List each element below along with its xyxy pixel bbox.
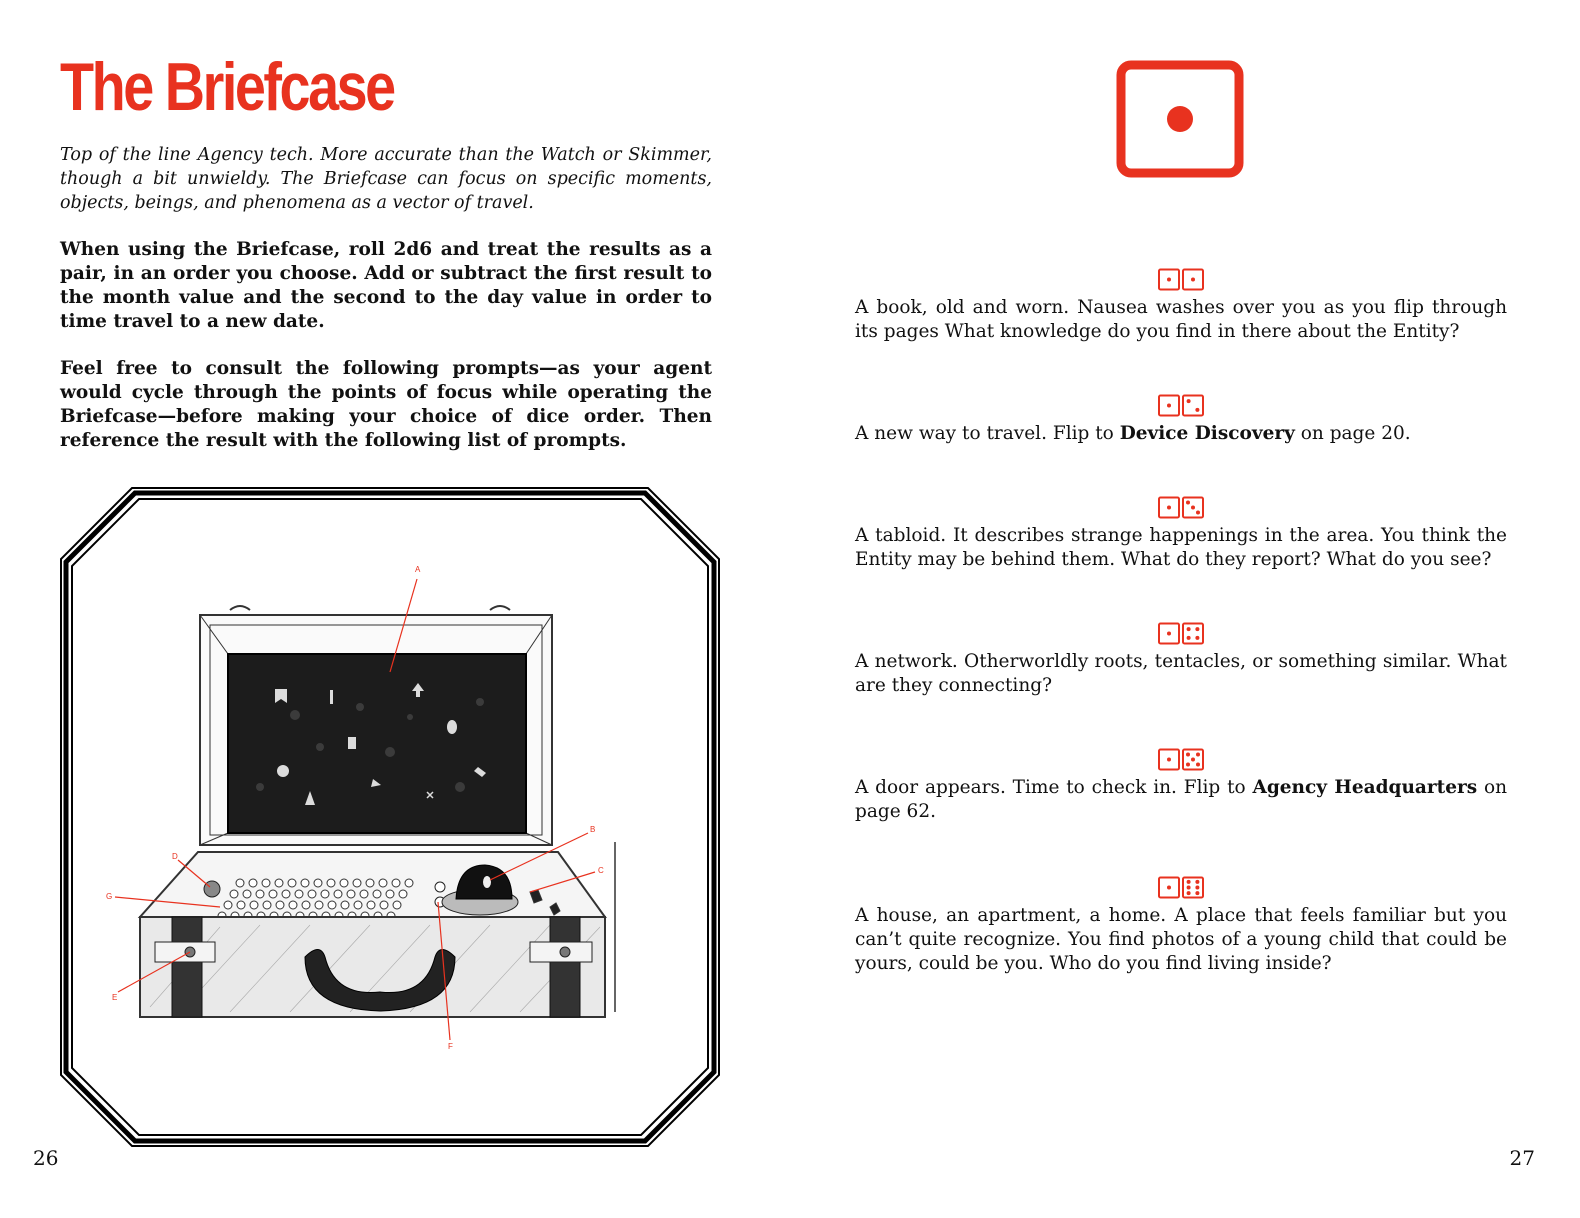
die-pip: [1195, 627, 1199, 631]
die-pip: [1186, 763, 1190, 767]
label-c: C: [598, 866, 604, 875]
page-number-right: 27: [1509, 1146, 1535, 1170]
prompt-text-tail: on page 20.: [1294, 423, 1411, 444]
prompt-text-tail: on page 62.: [855, 777, 1508, 822]
die-pip: [1196, 753, 1200, 757]
rules-paragraph-1: When using the Briefcase, roll 2d6 and treat the results as a pair, in an order you choose. Add or subtract the first result to the month value and the second to the day value in order to time travel to a new date.: [60, 239, 712, 332]
die-pip: [1191, 278, 1195, 282]
prompt-item: [855, 496, 1507, 572]
briefcase-sketch: [140, 606, 615, 1017]
die-one-icon: [1116, 60, 1244, 178]
prompt-text-main: A new way to travel. Flip to: [855, 423, 1120, 444]
prompt-text-main: A network. Otherworldly roots, tentacles, or something similar. What are they connecting?: [855, 651, 1507, 696]
dice-pair-icon: [1157, 496, 1205, 520]
prompt-item: [855, 622, 1507, 698]
die-pip: [1167, 404, 1171, 408]
dice-pair-icon: [1157, 622, 1205, 646]
dice-pair-icon: [1157, 394, 1205, 418]
label-f: F: [448, 1042, 453, 1051]
page-reference: Agency Headquarters: [1252, 777, 1478, 798]
die-pip: [1196, 511, 1200, 515]
die-pip: [1167, 506, 1171, 510]
label-b: B: [590, 825, 596, 834]
prompt-item: [855, 394, 1507, 446]
die-pip: [1187, 399, 1191, 403]
prompt-item: [855, 876, 1507, 976]
dice-pair-icon: [1157, 748, 1205, 772]
label-g: G: [106, 892, 113, 901]
dice-pair-icon: [1157, 268, 1205, 292]
prompt-text: [855, 776, 1507, 824]
die-pip: [1196, 763, 1200, 767]
prompt-text-main: A house, an apartment, a home. A place that feels familiar but you can’t quite recognize. You find photos of a young child that could be yours, could be you. Who do you find living inside?: [855, 905, 1507, 974]
prompt-text: [855, 650, 1507, 698]
die-pip: [1186, 501, 1190, 505]
die-pip: [1195, 636, 1199, 640]
page-reference: Device Discovery: [1119, 423, 1295, 444]
die-pip: [1167, 886, 1171, 890]
die-pip: [1167, 106, 1193, 132]
prompt-text-main: A tabloid. It describes strange happenings in the area. You think the Entity may be behind them. What do they report? What do you see?: [855, 525, 1507, 570]
prompt-item: [855, 268, 1507, 344]
prompt-text-main: A book, old and worn. Nausea washes over you as you flip through its pages What knowledge do you find in there about the Entity?: [855, 297, 1507, 342]
prompt-item: [855, 748, 1507, 824]
die-pip: [1191, 758, 1195, 762]
die-pip: [1186, 753, 1190, 757]
label-a: A: [415, 565, 421, 574]
die-pip: [1195, 408, 1199, 412]
prompt-text-main: A door appears. Time to check in. Flip to: [855, 777, 1253, 798]
dice-pair-icon: [1157, 876, 1205, 900]
die-pip: [1187, 627, 1191, 631]
die-pip: [1195, 880, 1199, 884]
die-pip: [1167, 278, 1171, 282]
rules-paragraph-2: Feel free to consult the following prompts—as your agent would cycle through the points of focus while operating the Briefcase—before making your choice of dice order. Then reference the result with the following list of prompts.: [60, 358, 712, 451]
label-e: E: [112, 993, 118, 1002]
die-pip: [1195, 886, 1199, 890]
prompt-text: [855, 422, 1507, 446]
die-pip: [1167, 758, 1171, 762]
die-pip: [1195, 891, 1199, 895]
prompt-text: [855, 904, 1507, 976]
die-pip: [1187, 891, 1191, 895]
right-page: [790, 0, 1580, 1218]
prompt-text: [855, 296, 1507, 344]
die-face: [1183, 878, 1203, 898]
briefcase-illustration: [60, 487, 720, 1147]
die-pip: [1187, 886, 1191, 890]
page-title: The Briefcase: [60, 49, 394, 125]
die-pip: [1187, 880, 1191, 884]
die-face: [1183, 624, 1203, 644]
die-pip: [1187, 636, 1191, 640]
die-pip: [1191, 506, 1195, 510]
label-d: D: [172, 852, 178, 861]
prompt-text: [855, 524, 1507, 572]
die-pip: [1167, 632, 1171, 636]
die-face: [1183, 396, 1203, 416]
intro-text: Top of the line Agency tech. More accurate than the Watch or Skimmer, though a bit unwieldy. The Briefcase can focus on specific moments, objects, beings, and phenomena as a vector of travel.: [60, 145, 712, 213]
page-number-left: 26: [33, 1146, 59, 1170]
